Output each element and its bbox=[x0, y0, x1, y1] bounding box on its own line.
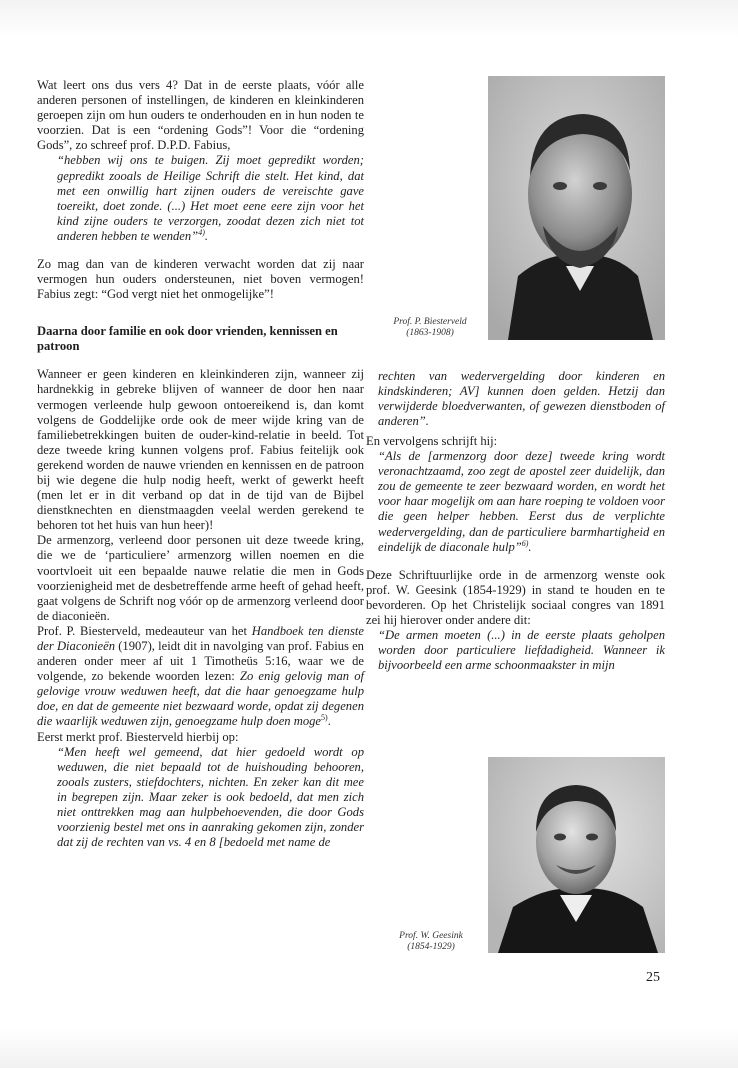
book-title: Handboek ten dienste der Diaconieën bbox=[37, 623, 364, 653]
right-column-middle bbox=[366, 434, 665, 673]
paragraph-2: Zo mag dan van de kinderen verwacht worden dat zij naar vermogen hun ouders ondersteunen, niet boven vermogen! Fabius zegt: “God vergt niet het onmogelijke”! bbox=[37, 257, 364, 302]
paragraph-6: Eerst merkt prof. Biesterveld hierbij op: bbox=[37, 729, 239, 744]
quote-biesterveld-continued: rechten van wedervergelding door kinderen en kindskinderen; AV] kunnen doen gelden. Hetzij dan verwijderde bloedverwanten, of gewezen dienstboden of anderen”. bbox=[378, 369, 665, 429]
portrait-geesink bbox=[488, 757, 665, 953]
footnote-ref-4: 4) bbox=[198, 227, 205, 237]
section-heading: Daarna door familie en ook door vrienden, kennissen en patroon bbox=[37, 324, 338, 354]
caption-biesterveld-name: Prof. P. Biesterveld bbox=[393, 317, 467, 327]
portrait-geesink-image bbox=[488, 757, 665, 953]
bible-quote: Zo enig gelovig man of gelovige vrouw weduwen heeft, dat die haar genoegzame hulp doe, en dat de gemeente niet bezwaard worde, opdat zij degenen die waarlijk weduwen zijn, genoegzame hulp doen moge bbox=[37, 669, 364, 729]
paragraph-7: En vervolgens schrijft hij: bbox=[366, 434, 498, 448]
portrait-biesterveld-image bbox=[488, 76, 665, 340]
quote-biesterveld-2-text: “Als de [armenzorg door deze] tweede kring wordt veronachtzaamd, zoo zegt de apostel zeer duidelijk, dan zou de gemeente te zeer bezwaard worden, en wordt het voor haar mogelijk om aan hare roeping te voldoen voor die geen helper hebben. Eerst dus de verplichte wedervergelding, dan de particuliere barmhartigheid en eindelijk de diaconale hulp” bbox=[378, 449, 665, 554]
page-edge-top bbox=[0, 0, 738, 38]
caption-biesterveld-years: (1863-1908) bbox=[406, 328, 454, 338]
quote-biesterveld-2: “Als de [armenzorg door deze] tweede kring wordt veronachtzaamd, zoo zegt de apostel zeer duidelijk, dan zou de gemeente te zeer bezwaard worden, en wordt het voor haar mogelijk om aan hare roeping te voldoen voor die geen helper hebben. Eerst dus de verplichte wedervergelding, dan de particuliere barmhartigheid en eindelijk de diaconale hulp”$^{6)}$. bbox=[378, 449, 665, 554]
caption-biesterveld bbox=[380, 317, 480, 339]
paragraph-5: Prof. P. Biesterveld, medeauteur van het Handboek ten dienste der Diaconieën (1907), leidt dit in navolging van prof. Fabius en anderen onder meer af uit 1 Timotheüs 5:16, waar we de volgende, zo bekende woorden lezen: Zo enig gelovig man of gelovige vrouw weduwen heeft, dat die haar genoegzame hulp doe, en dat de gemeente niet bezwaard worde, opdat zij degenen die waarlijk weduwen zijn, genoegzame hulp doen moge$^{5)}$. bbox=[37, 623, 364, 729]
portrait-biesterveld bbox=[488, 76, 665, 340]
paragraph-3: Wanneer er geen kinderen en kleinkinderen zijn, wanneer zij hardnekkig in gebreke blijven of wanneer de door hen naar vermogen verleende hulp gewoon ontoereikend is, dan komt volgens de Goddelijke orde ook de meer wijde kring van de familiebetrekkingen buiten de ouder-kind-relatie in beeld. Tot deze tweede kring kunnen volgens prof. Fabius feitelijk ook gerekend worden de nauwe vrienden en kennissen en de patroon bij wie degene die hulp nodig heeft, werkt of gewerkt heeft (men let er in dit verband op dat in de tijd van de Bijbel dienstknechten en dienstmaagden veelal werden gerekend te behoren tot het huis van hun heer)! bbox=[37, 367, 364, 533]
page-edge-bottom bbox=[0, 1028, 738, 1068]
quote-biesterveld: “Men heeft wel gemeend, dat hier gedoeld wordt op weduwen, die niet bepaald tot de huishouding behooren, zooals zusters, stiefdochters, nichten. En zeker kan dit mee in begrepen zijn. Maar zeker is ook bedoeld, dat men zich niet onttrekken mag aan hulpbehoevenden, die door Gods voorzienig bestel met ons in aanraking gekomen zijn, zonder dat zij de rechten van vs. 4 en 8 [bedoeld met name de bbox=[57, 744, 364, 850]
right-column-top bbox=[366, 369, 665, 429]
page-number: 25 bbox=[646, 970, 660, 985]
footnote-ref-5: 5) bbox=[321, 713, 328, 723]
paragraph-8: Deze Schriftuurlijke orde in de armenzorg wenste ook prof. W. Geesink (1854-1929) in stand te houden en te bevorderen. Op het Christelijk sociaal congres van 1891 zei hij hierover onder andere dit: bbox=[366, 567, 665, 628]
left-column bbox=[37, 78, 364, 850]
caption-geesink bbox=[383, 931, 479, 953]
caption-geesink-years: (1854-1929) bbox=[407, 942, 455, 952]
footnote-ref-6: 6) bbox=[521, 538, 529, 548]
quote-fabius: “hebben wij ons te buigen. Zij moet gepredikt worden; gepredikt zooals de Heilige Schrift die stelt. Het kind, dat met een onwillig hart zijnen ouders de vereischte gave toereikt, doet zonde. (...) Het moet eene eere zijn voor het kind zijne ouders te verzorgen, zoodat dezen zich niet tot anderen hebben te wenden”$^{4)}$. bbox=[57, 153, 364, 243]
paragraph-4: De armenzorg, verleend door personen uit deze tweede kring, die we de ‘particuliere’ armenzorg willen noemen en die voortvloeit uit een bepaalde nauwe relatie die men in Gods voorzienigheid met de desbetreffende arme heeft of gehad heeft, gaat volgens de Schrift nog vóór op de armenzorg verleend door de diaconieën. bbox=[37, 533, 364, 623]
quote-geesink: “De armen moeten (...) in de eerste plaats geholpen worden door particuliere liefdadigheid. Wanneer ik bijvoorbeeld een arme schoonmaakster in mijn bbox=[378, 628, 665, 673]
quote-fabius-text: “hebben wij ons te buigen. Zij moet gepredikt worden; gepredikt zooals de Heilige Schrift die stelt. Het kind, dat met een onwillig hart zijnen ouders de vereischte gave toereikt, doet zonde. (...) Het moet eene eere zijn voor het kind zijne ouders te verzorgen, zoodat dezen zich niet tot anderen hebben te wenden” bbox=[57, 153, 364, 243]
caption-geesink-name: Prof. W. Geesink bbox=[399, 931, 463, 941]
paragraph-1: Wat leert ons dus vers 4? Dat in de eerste plaats, vóór alle anderen personen of instellingen, de kinderen en kleinkinderen geroepen zijn om hun ouders te onderhouden en in hun noden te voorzien. Dat is een “ordening Gods”! Voor die “ordening Gods”, zo schreef prof. D.P.D. Fabius, bbox=[37, 78, 364, 153]
paragraph-5-body: (1907), leidt dit in navolging van prof. Fabius en anderen onder meer af uit 1 Timotheüs 5:16, waar we de volgende, zo bekende woorden lezen: bbox=[37, 639, 364, 684]
paragraph-5-intro: Prof. P. Biesterveld, medeauteur van het bbox=[37, 623, 247, 638]
